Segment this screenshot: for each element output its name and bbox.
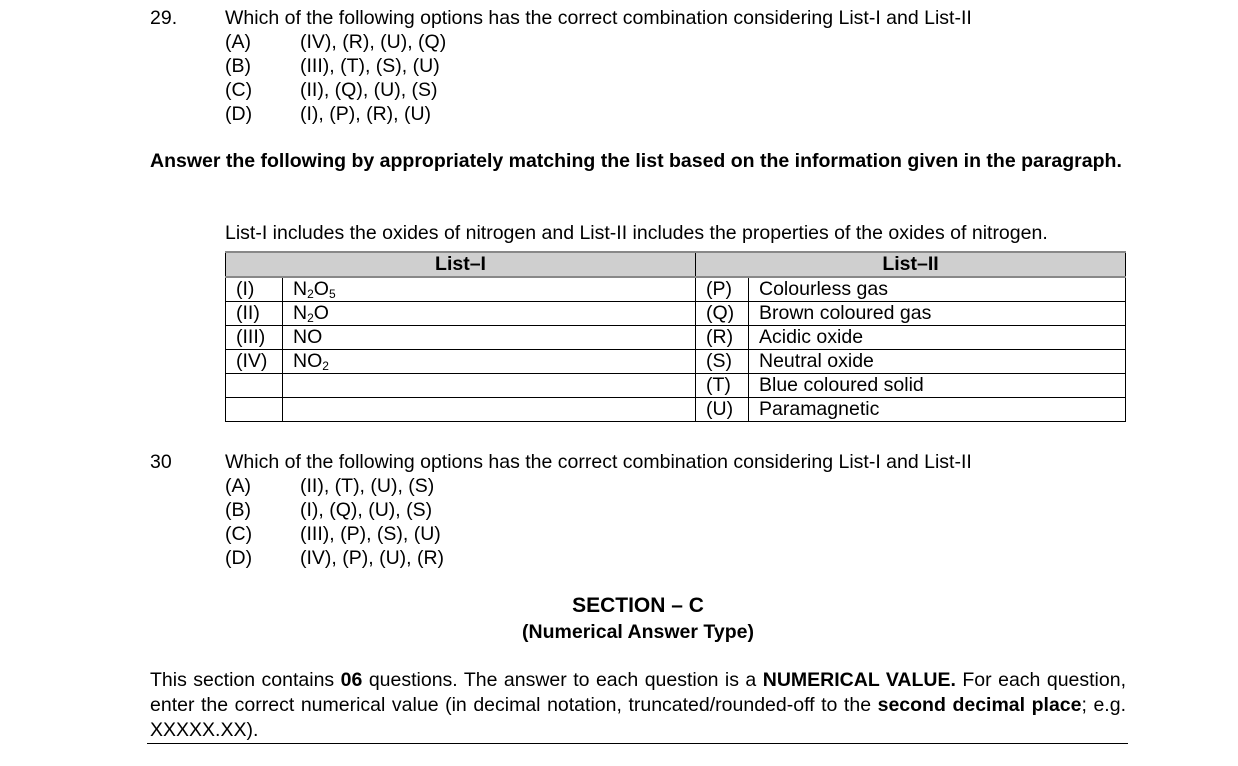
option-text: (IV), (P), (U), (R) xyxy=(300,547,445,569)
option-text: (I), (P), (R), (U) xyxy=(300,103,432,125)
option-a[interactable] xyxy=(225,474,1126,498)
option-text: (II), (Q), (U), (S) xyxy=(300,79,438,101)
list-1-label: (IV) xyxy=(226,350,283,374)
option-text: (I), (Q), (U), (S) xyxy=(300,499,433,521)
option-label: (D) xyxy=(225,103,253,125)
question-text: Which of the following options has the correct combination considering List-I and List-II xyxy=(225,7,972,29)
list-2-label: (Q) xyxy=(696,302,749,326)
bottom-divider xyxy=(147,743,1128,744)
option-label: (B) xyxy=(225,499,251,521)
list-2-label: (T) xyxy=(696,374,749,398)
option-text: (III), (P), (S), (U) xyxy=(300,523,441,545)
table-row xyxy=(226,277,1126,302)
list-2-header: List–II xyxy=(696,252,1126,277)
list-2-label: (R) xyxy=(696,326,749,350)
option-label: (C) xyxy=(225,523,253,545)
list-1-label: (II) xyxy=(226,302,283,326)
list-2-text: Neutral oxide xyxy=(749,350,1126,374)
section-title: SECTION – C xyxy=(572,594,704,617)
question-30 xyxy=(150,450,1126,570)
option-d[interactable] xyxy=(225,546,1126,570)
table-row xyxy=(226,302,1126,326)
option-b[interactable] xyxy=(225,498,1126,522)
option-label: (D) xyxy=(225,547,253,569)
list-1-header: List–I xyxy=(226,252,696,277)
list-1-formula: $NO_2$ xyxy=(283,350,696,374)
question-text: Which of the following options has the correct combination considering List-I and List-II xyxy=(225,451,972,473)
table-row xyxy=(226,398,1126,422)
question-29 xyxy=(150,6,1126,126)
section-subtitle: (Numerical Answer Type) xyxy=(522,621,754,643)
option-b[interactable] xyxy=(225,54,1126,78)
option-label: (B) xyxy=(225,55,251,77)
option-text: (IV), (R), (U), (Q) xyxy=(300,31,447,53)
empty-cell xyxy=(226,374,283,398)
question-number: 30 xyxy=(150,451,172,473)
list-1-formula: $N_2O$ xyxy=(283,302,696,326)
list-1-label: (I) xyxy=(226,277,283,302)
option-label: (C) xyxy=(225,79,253,101)
question-number: 29. xyxy=(150,7,178,29)
empty-cell xyxy=(283,374,696,398)
list-2-label: (S) xyxy=(696,350,749,374)
table-row xyxy=(226,350,1126,374)
option-text: (II), (T), (U), (S) xyxy=(300,475,435,497)
option-label: (A) xyxy=(225,475,251,497)
table-row xyxy=(226,326,1126,350)
option-c[interactable] xyxy=(225,78,1126,102)
instruction-text: Answer the following by appropriately matching the list based on the information given in the paragraph. xyxy=(150,150,1122,172)
list-2-label: (U) xyxy=(696,398,749,422)
empty-cell xyxy=(283,398,696,422)
list-1-label: (III) xyxy=(226,326,283,350)
empty-cell xyxy=(226,398,283,422)
list-2-label: (P) xyxy=(696,277,749,302)
option-d[interactable] xyxy=(225,102,1126,126)
paragraph-intro: List-I includes the oxides of nitrogen and List-II includes the properties of the oxides of nitrogen. xyxy=(225,222,1048,244)
matching-table xyxy=(225,251,1126,422)
option-c[interactable] xyxy=(225,522,1126,546)
list-2-text: Colourless gas xyxy=(749,277,1126,302)
section-instructions: This section contains 06 questions. The answer to each question is a NUMERICAL VALUE. For each question, enter the correct numerical value (in decimal notation, truncated/rounded-off to the second decimal place; e.g. XXXXX.XX). xyxy=(150,669,1126,741)
option-a[interactable] xyxy=(225,30,1126,54)
list-1-formula: $N_2O_5$ xyxy=(283,277,696,302)
list-2-text: Blue coloured solid xyxy=(749,374,1126,398)
list-2-text: Paramagnetic xyxy=(749,398,1126,422)
list-2-text: Acidic oxide xyxy=(749,326,1126,350)
list-1-formula: NO xyxy=(283,326,696,350)
option-label: (A) xyxy=(225,31,251,53)
option-text: (III), (T), (S), (U) xyxy=(300,55,440,77)
table-row xyxy=(226,374,1126,398)
list-2-text: Brown coloured gas xyxy=(749,302,1126,326)
